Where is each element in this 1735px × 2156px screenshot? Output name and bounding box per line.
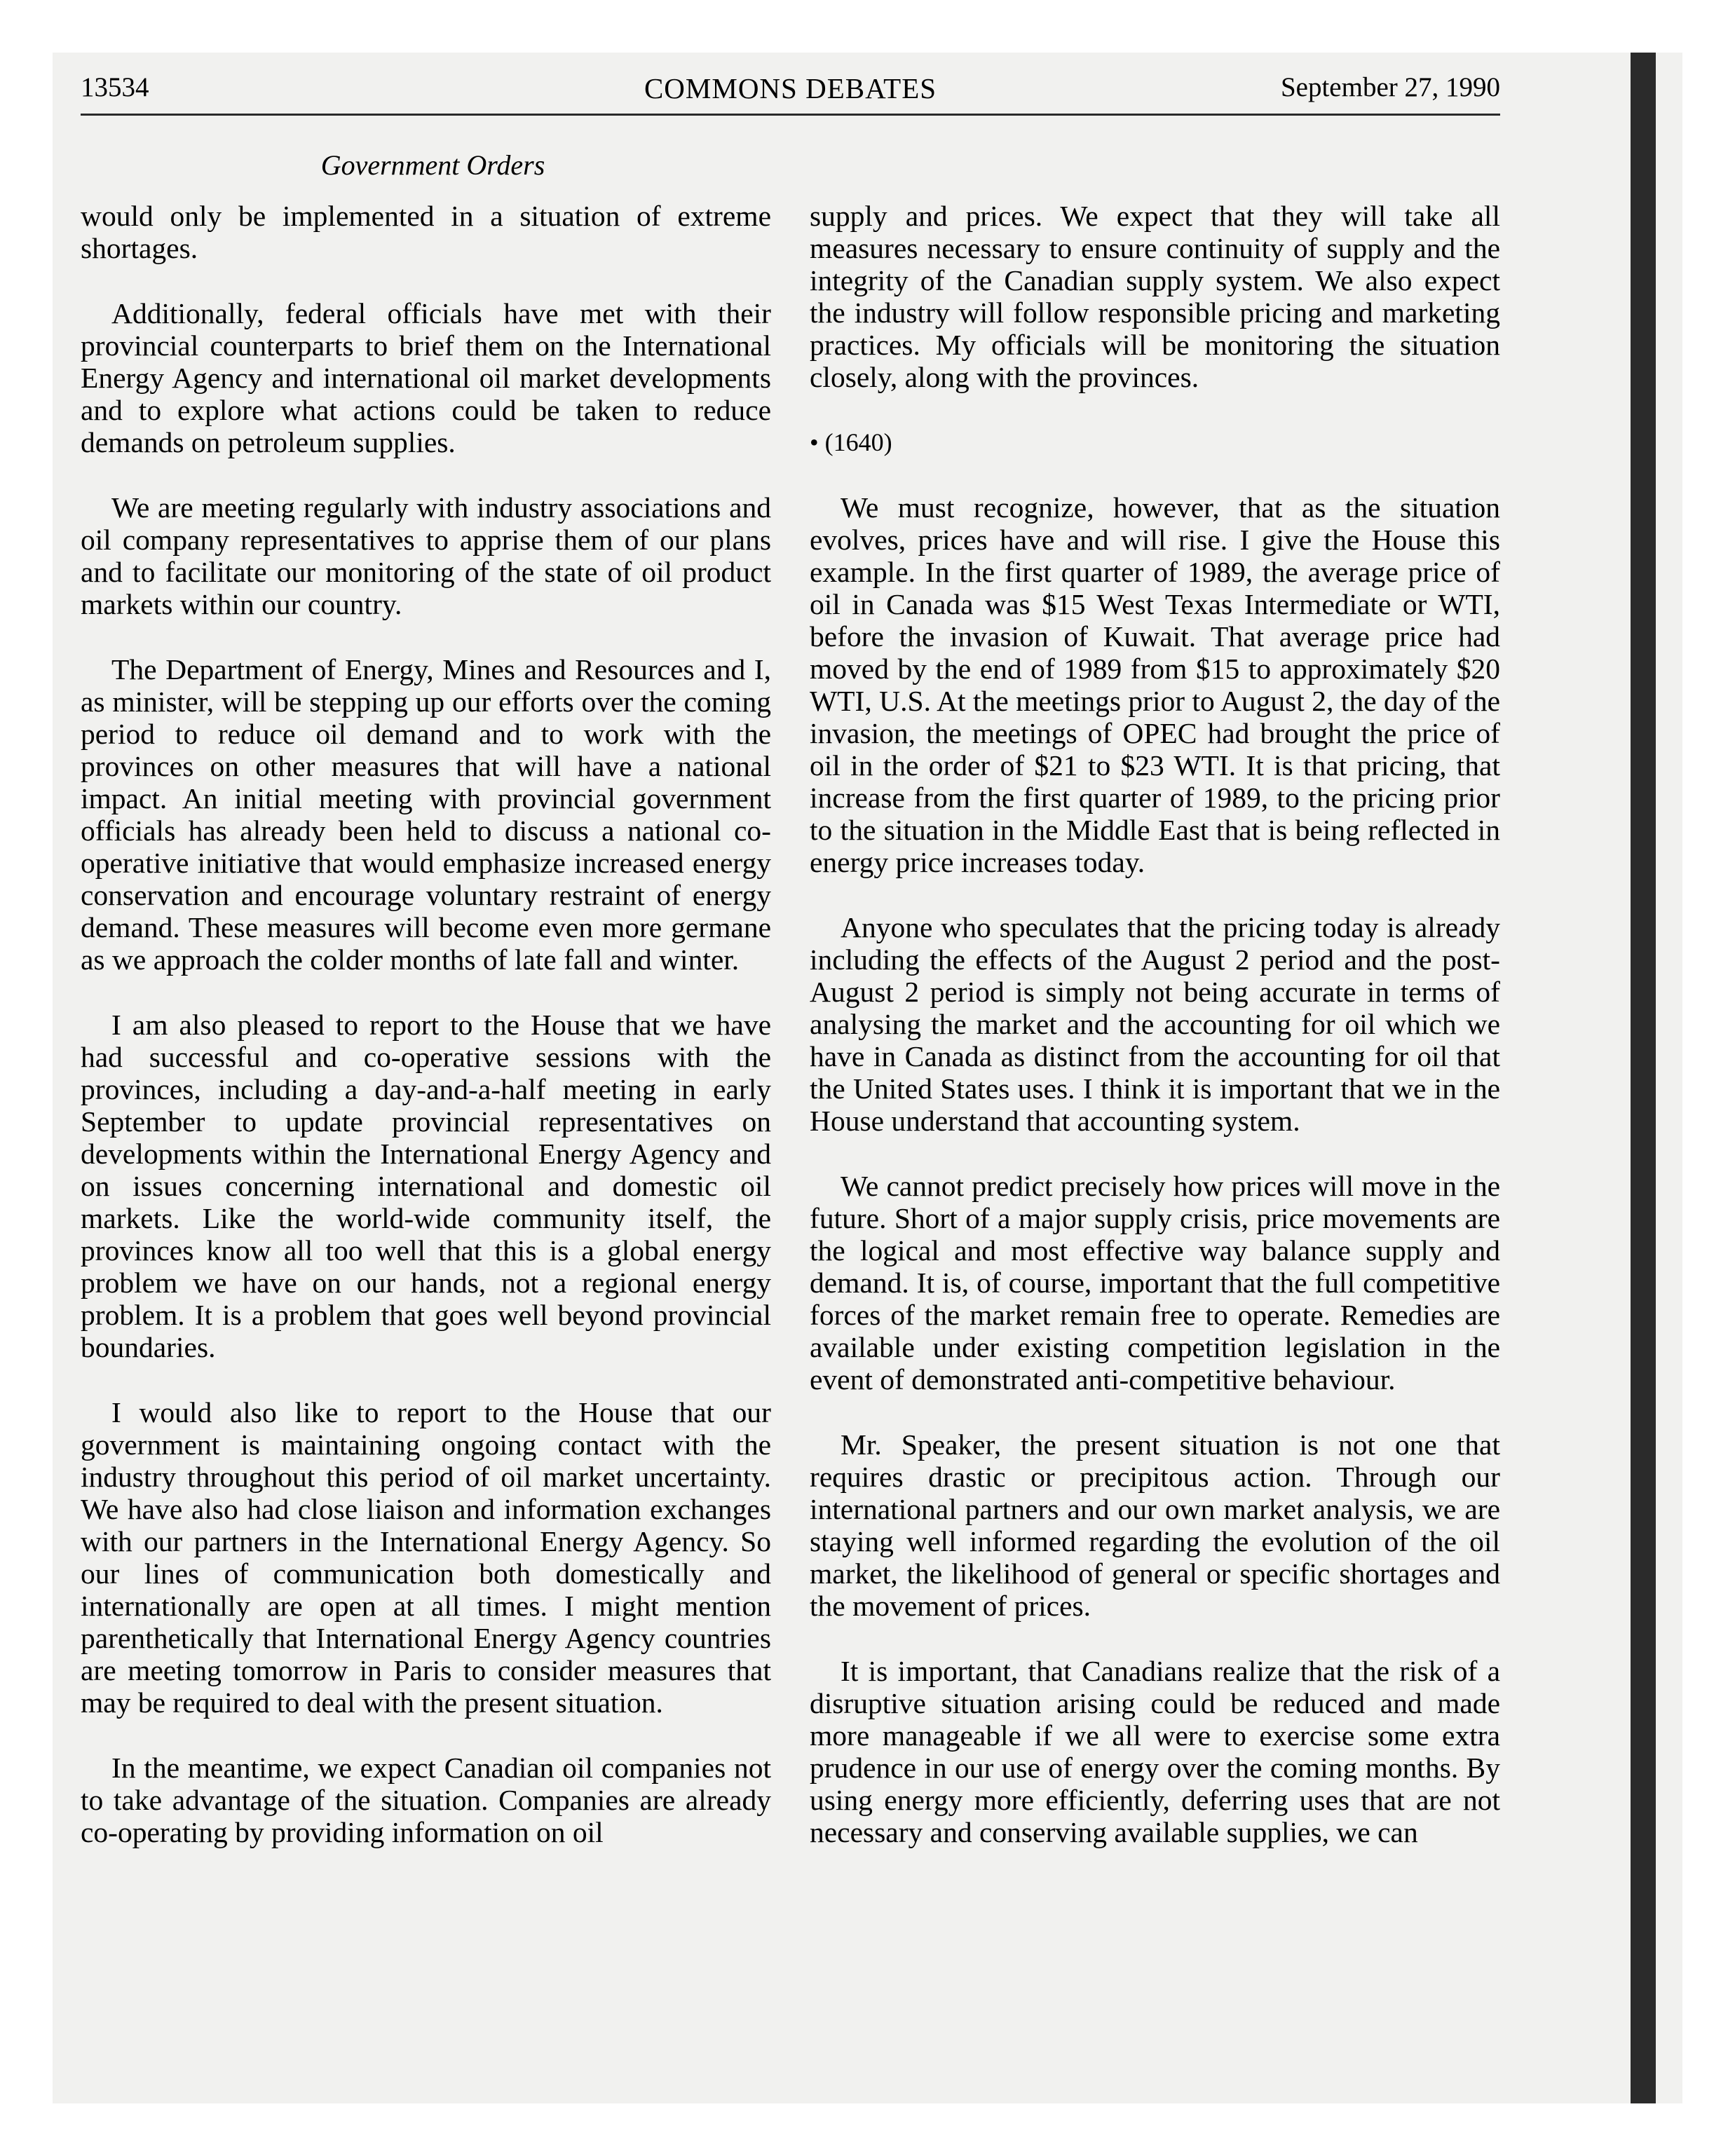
left-column: [81, 200, 771, 1881]
paragraph: I would also like to report to the House that our government is maintaining ongoing contact with the industry throughout this period of oil market uncertainty. We have also had close liaison and information exchanges with our partners in the International Energy Agency. So our lines of communication both domestically and internationally are open at all times. I might mention parenthetically that International Energy Agency countries are meeting tomorrow in Paris to consider measures that may be required to deal with the present situation.: [81, 1396, 771, 1719]
paragraph: I am also pleased to report to the House that we have had successful and co-operative sessions with the provinces, including a day-and-a-half meeting in early September to update provincial representatives on developments within the International Energy Agency and on issues concerning international and domestic oil markets. Like the world-wide community itself, the provinces know all too well that this is a global energy problem we have on our hands, not a regional energy problem. It is a problem that goes well beyond provincial boundaries.: [81, 1009, 771, 1363]
page-header: [81, 71, 1500, 114]
paragraph: We cannot predict precisely how prices will move in the future. Short of a major supply crisis, price movements are the logical and most effective way balance supply and demand. It is, of course, important that the full competitive forces of the market remain free to operate. Remedies are available under existing competition legislation in the event of demonstrated anti-competitive behaviour.: [810, 1170, 1500, 1396]
paragraph: We must recognize, however, that as the situation evolves, prices have and will rise. I give the House this example. In the first quarter of 1989, the average price of oil in Canada was $15 West Texas Intermediate or WTI, before the invasion of Kuwait. That average price had moved by the end of 1989 from $15 to approximately $20 WTI, U.S. At the meetings prior to August 2, the day of the invasion, the meetings of OPEC had brought the price of oil in the order of $21 to $23 WTI. It is that pricing, that increase from the first quarter of 1989, to the pricing prior to the situation in the Middle East that is being reflected in energy price increases today.: [810, 491, 1500, 878]
paragraph: We are meeting regularly with industry associations and oil company representatives to apprise them of our plans and to facilitate our monitoring of the state of oil product markets within our country.: [81, 491, 771, 620]
header-rule: [81, 114, 1500, 116]
right-column: [810, 200, 1500, 1881]
paragraph: Additionally, federal officials have met with their provincial counterparts to brief them on the International Energy Agency and international oil market developments and to explore what actions could be taken to reduce demands on petroleum supplies.: [81, 297, 771, 458]
section-label: Government Orders: [320, 149, 545, 181]
paragraph: It is important, that Canadians realize that the risk of a disruptive situation arising could be reduced and made more manageable if we all were to exercise some extra prudence in our use of energy over the coming months. By using energy more efficiently, deferring uses that are not necessary and conserving available supplies, we can: [810, 1655, 1500, 1848]
paragraph: supply and prices. We expect that they will take all measures necessary to ensure continuity of supply and the integrity of the Canadian supply system. We also expect the industry will follow responsible pricing and marketing practices. My officials will be monitoring the situation closely, along with the provinces.: [810, 200, 1500, 393]
paragraph: Anyone who speculates that the pricing today is already including the effects of the August 2 period and the post-August 2 period is simply not being accurate in terms of analysing the market and the accounting for oil which we have in Canada as distinct from the accounting for oil that the United States uses. I think it is important that we in the House understand that accounting system.: [810, 911, 1500, 1137]
paragraph: The Department of Energy, Mines and Resources and I, as minister, will be stepping up our efforts over the coming period to reduce oil demand and to work with the provinces on other measures that will have a national impact. An initial meeting with provincial government officials has already been held to discuss a national co-operative initiative that would emphasize increased energy conservation and encourage voluntary restraint of energy demand. These measures will become even more germane as we approach the colder months of late fall and winter.: [81, 653, 771, 976]
scan-edge: [1631, 53, 1656, 2103]
paragraph: In the meantime, we expect Canadian oil companies not to take advantage of the situation. Companies are already co-operating by providing information on oil: [81, 1752, 771, 1848]
time-marker: • (1640): [810, 428, 892, 456]
paragraph: would only be implemented in a situation of extreme shortages.: [81, 200, 771, 264]
publication-date: September 27, 1990: [1280, 72, 1500, 102]
publication-title: COMMONS DEBATES: [644, 72, 937, 104]
paragraph: Mr. Speaker, the present situation is not one that requires drastic or precipitous action. Through our international partners and our own market analysis, we are staying well informed regarding the evolution of the oil market, the likelihood of general or specific shortages and the movement of prices.: [810, 1428, 1500, 1622]
page-number: 13534: [81, 72, 149, 102]
